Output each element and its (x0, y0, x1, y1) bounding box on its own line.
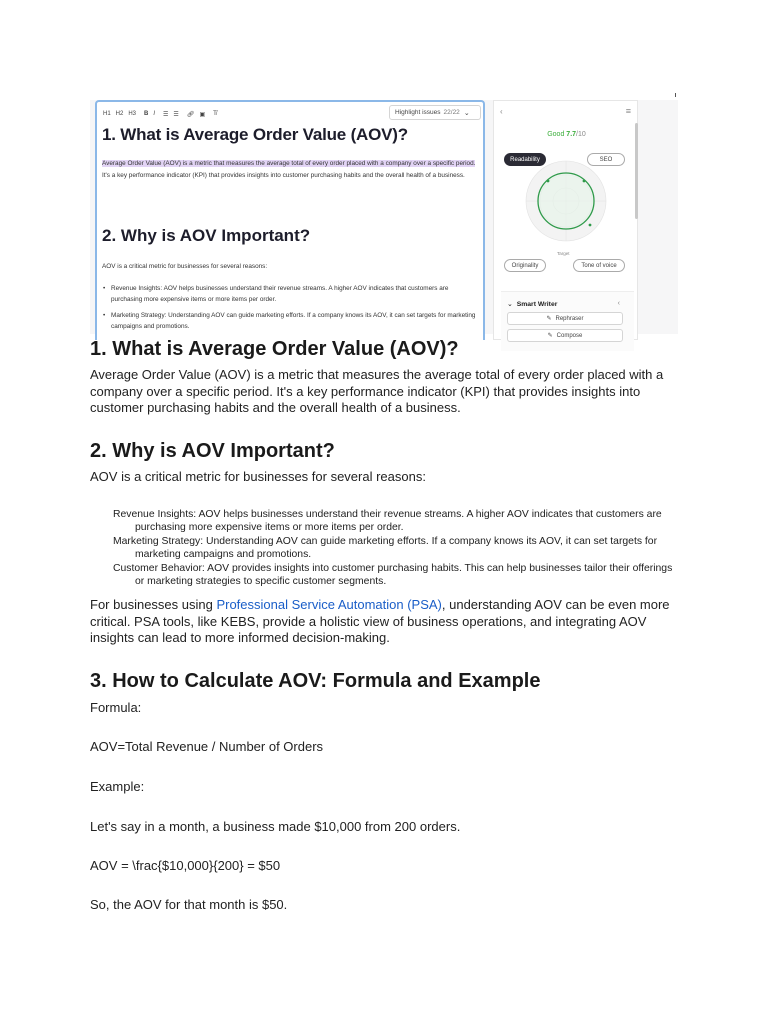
highlighted-issue[interactable]: Average Order Value (AOV) is a metric that measures the average total of every order placed with a company over a specific period. (102, 160, 476, 167)
editor-bullet: • Marketing Strategy: Understanding AOV can guide marketing efforts. If a company knows its AOV, it can set targets for marketing campaigns and promotions. (102, 310, 480, 332)
link-icon[interactable]: 🔗︎ (186, 111, 195, 118)
target-label: Target (557, 251, 570, 256)
chevron-down-icon: ⌄ (507, 301, 513, 308)
originality-tab[interactable]: Originality (504, 259, 546, 272)
compose-label: Compose (556, 332, 583, 339)
tone-of-voice-tab[interactable]: Tone of voice (573, 259, 625, 272)
highlight-issues-label: Highlight issues (395, 109, 441, 116)
formula-text: AOV=Total Revenue / Number of Orders (90, 739, 324, 754)
score-display (494, 131, 639, 138)
psa-text-before: For businesses using (90, 597, 217, 612)
heading3-button[interactable]: H3 (128, 111, 137, 117)
embedded-editor-screenshot (90, 92, 678, 339)
compose-icon: ✎ (547, 333, 553, 339)
heading1-button[interactable]: H1 (103, 111, 111, 117)
screenshot-edge-mark (675, 93, 676, 97)
compose-button[interactable] (507, 329, 623, 342)
smart-writer-panel (501, 291, 634, 351)
article-paragraph-1: Average Order Value (AOV) is a metric that measures the average total of every order placed with a company over a specific period. It's a key performance indicator (KPI) that provides insights into customer purchasing habits and the overall health of a business. (90, 367, 664, 415)
example-label: Example: (90, 779, 145, 794)
example-calculation: AOV = \frac{$10,000}{200} = $50 (90, 858, 281, 873)
formula-label: Formula: (90, 700, 142, 715)
article-psa-paragraph (90, 597, 680, 647)
chevron-down-icon: ⌄ (463, 109, 470, 117)
article-heading-2: 2. Why is AOV Important? (90, 440, 335, 462)
article-heading-1: 1. What is Average Order Value (AOV)? (90, 338, 459, 360)
list-item: Marketing Strategy: Understanding AOV can guide marketing efforts. If a company knows its AOV, it can set targets for marketing campaigns and promotions. (113, 536, 658, 560)
menu-icon[interactable]: ≡ (625, 106, 631, 116)
score-label: Good (547, 131, 565, 138)
collapse-icon[interactable]: ‹ (617, 300, 620, 307)
editor-paragraph-2: AOV is a critical metric for businesses for several reasons: (102, 263, 268, 270)
editor-toolbar (103, 108, 222, 120)
edit-icon: ✎ (546, 316, 552, 322)
editor-heading-1: 1. What is Average Order Value (AOV)? (102, 125, 408, 144)
screenshot-top-strip (90, 92, 678, 100)
example-text: Let's say in a month, a business made $10,000 from 200 orders. (90, 819, 461, 834)
score-sidebar (493, 100, 638, 340)
bold-button[interactable]: B (144, 111, 149, 117)
unordered-list-icon[interactable]: ☰ (173, 111, 179, 118)
score-denominator: /10 (576, 131, 586, 138)
back-chevron-icon[interactable]: ‹ (500, 107, 503, 116)
highlight-issues-dropdown[interactable] (389, 105, 481, 120)
rephraser-label: Rephraser (555, 315, 584, 322)
editor-paragraph-1 (102, 158, 480, 181)
highlight-issues-count: 22/22 (443, 109, 460, 116)
article-paragraph-2: AOV is a critical metric for businesses for several reasons: (90, 469, 426, 484)
conclusion-text: So, the AOV for that month is $50. (90, 897, 288, 912)
ordered-list-icon[interactable]: ☰ (163, 111, 169, 118)
seo-tab[interactable]: SEO (587, 153, 625, 166)
score-value: 7.7 (566, 131, 577, 138)
readability-tab[interactable]: Readability (504, 153, 546, 166)
rephraser-button[interactable] (507, 312, 623, 325)
smart-writer-header[interactable] (507, 300, 557, 308)
editor-paragraph-1-rest: It's a key performance indicator (KPI) that provides insights into customer purchasing habits and the overall health of a business. (102, 171, 465, 179)
score-radar-chart (520, 155, 612, 247)
clear-format-icon[interactable]: T̸ (213, 111, 217, 117)
psa-link[interactable]: Professional Service Automation (PSA) (216, 597, 442, 612)
editor-pane[interactable] (95, 100, 485, 340)
psa-text-after: , understanding AOV can be even more critical. PSA tools, like KEBS, provide a holistic view of business operations, and integrating AOV insights can lead to more informed decision-making. (90, 597, 670, 645)
list-item: Revenue Insights: AOV helps businesses understand their revenue streams. A higher AOV indicates that customers are purchasing more expensive items or more items per order. (113, 509, 662, 533)
editor-bullet: • Revenue Insights: AOV helps businesses understand their revenue streams. A higher AOV indicates that customers are purchasing more expensive items or more items per order. (102, 283, 480, 305)
smart-writer-title: Smart Writer (516, 301, 558, 308)
image-icon[interactable]: ▣ (199, 111, 206, 118)
heading2-button[interactable]: H2 (115, 111, 124, 117)
editor-heading-2: 2. Why is AOV Important? (102, 226, 311, 245)
list-item: Customer Behavior: AOV provides insights into customer purchasing habits. This can help businesses tailor their offerings or marketing strategies to specific customer segments. (113, 563, 673, 587)
article-heading-3: 3. How to Calculate AOV: Formula and Example (90, 670, 541, 692)
italic-button[interactable]: I (153, 111, 156, 117)
